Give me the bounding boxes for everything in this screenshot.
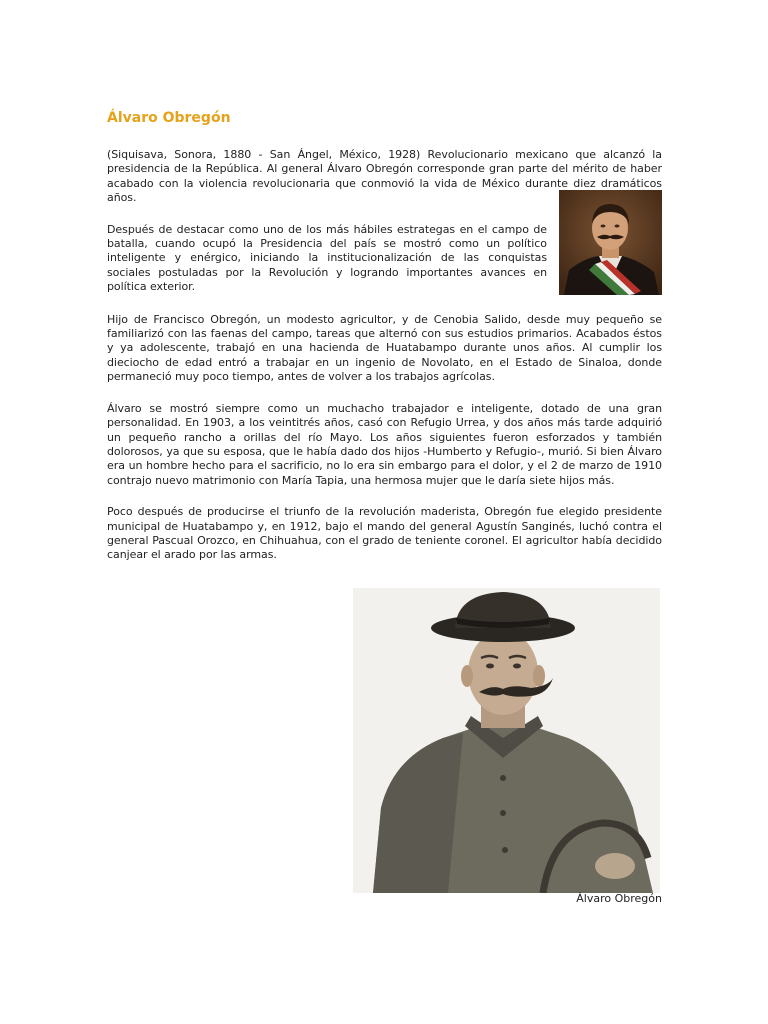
portrait-hat-image: [353, 588, 660, 893]
paragraph-intro: (Siquisava, Sonora, 1880 - San Ángel, México, 1928) Revolucionario mexicano que alcanzó la presidencia de la República. Al general Álvaro Obregón corresponde gran parte del mérito de haber acabado con la violencia revolucionaria que conmovió la vida de México durante diez dramáticos años.: [107, 148, 662, 205]
article: [107, 108, 662, 905]
paragraph-presidency: Después de destacar como uno de los más hábiles estrategas en el campo de batalla, cuando ocupó la Presidencia del país se mostró como un político inteligente y enérgico, iniciando la institucionalización de las conquistas sociales postuladas por la Revolución y logrando importantes avances en política exterior.: [107, 222, 547, 294]
paragraph-family: Álvaro se mostró siempre como un muchacho trabajador e inteligente, dotado de una gran personalidad. En 1903, a los veintitrés años, casó con Refugio Urrea, y dos años más tarde adquirió un pequeño rancho a orillas del río Mayo. Los años siguientes fueron esforzados y también dolorosos, ya que su esposa, que le había dado dos hijos -Humberto y Refugio-, murió. Si bien Álvaro era un hombre hecho para el sacrificio, no lo era sin embargo para el dolor, y el 2 de marzo de 1910 contrajo nuevo matrimonio con María Tapia, una hermosa mujer que le daría siete hijos más.: [107, 401, 662, 487]
paragraph-childhood: Hijo de Francisco Obregón, un modesto agricultor, y de Cenobia Salido, desde muy pequeño se familiarizó con las faenas del campo, tareas que alternó con sus estudios primarios. Acabados éstos y ya adolescente, trabajó en una hacienda de Huatabampo durante unos años. Al cumplir los dieciocho de edad entró a trabajar en un ingenio de Novolato, en el Estado de Sinaloa, donde permaneció muy poco tiempo, antes de volver a los trabajos agrícolas.: [107, 312, 662, 384]
photo-caption: Álvaro Obregón: [576, 892, 662, 905]
portrait-president-image: [559, 190, 662, 295]
paragraph-revolution: Poco después de producirse el triunfo de la revolución maderista, Obregón fue elegido presidente municipal de Huatabampo y, en 1912, bajo el mando del general Agustín Sanginés, luchó contra el general Pascual Orozco, en Chihuahua, con el grado de teniente coronel. El agricultor había decidido canjear el arado por las armas.: [107, 505, 662, 562]
article-title: Álvaro Obregón: [107, 110, 231, 126]
